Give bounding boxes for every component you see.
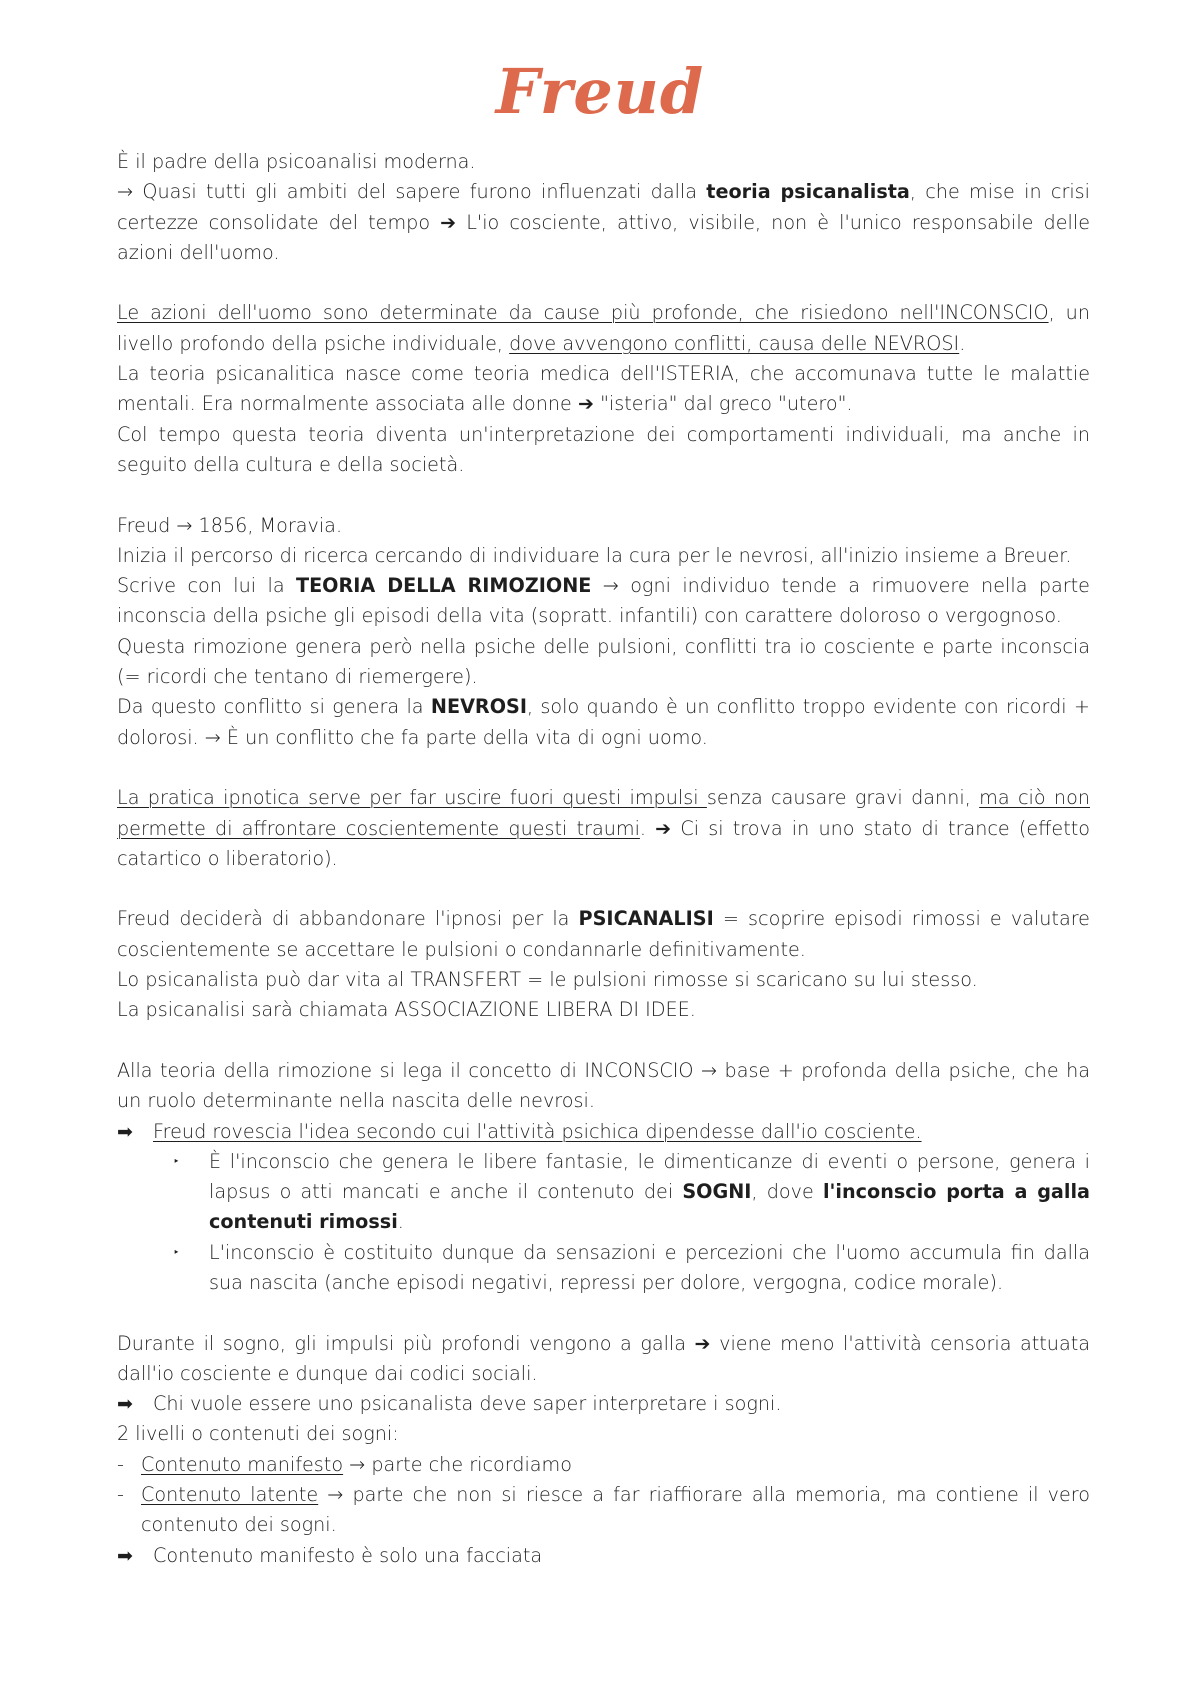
dash-marker: - xyxy=(117,1452,124,1476)
intro-line: È il padre della psicoanalisi moderna. xyxy=(117,150,476,173)
page-title: Freud xyxy=(495,55,705,128)
dash-list-item xyxy=(117,1450,1090,1480)
livelli-line: 2 livelli o contenuti dei sogni: xyxy=(117,1422,399,1446)
nevrosi-paragraph xyxy=(117,692,1090,753)
text-run: . xyxy=(397,1210,404,1234)
text-run: Freud deciderà di abbandonare l'ipnosi per la xyxy=(117,907,579,931)
bold-term: NEVROSI xyxy=(430,695,527,719)
isteria-paragraph: La teoria psicanalitica nasce come teoria medica dell'ISTERIA, che accomunava tutte le malattie mentali. Era normalmente associata alle donne ➔ "isteria" dal greco "utero". xyxy=(117,362,1090,416)
sub-bullet-item xyxy=(117,1238,1090,1299)
text-run: L'inconscio è costituito dunque da sensazioni e percezioni che l'uomo accumula fin dalla sua nascita (anche episodi negativi, repressi per dolore, vergogna, codice morale). xyxy=(209,1240,1090,1294)
text-run: . xyxy=(959,331,966,355)
sogno-paragraph: Durante il sogno, gli impulsi più profondi vengono a galla ➔ viene meno l'attività censoria attuata dall'io cosciente e dunque dai codici sociali. xyxy=(117,1331,1090,1385)
intro-paragraph xyxy=(117,177,1090,268)
text-run: , solo quando è un conflitto troppo evidente con ricordi + dolorosi. → È un conflitto che fa parte della vita di ogni uomo. xyxy=(117,695,1090,749)
text-run: = scoprire episodi rimossi e valutare coscientemente se accettare le pulsioni o condannarle definitivamente. xyxy=(117,907,1090,961)
underlined-text: Freud rovescia l'idea secondo cui l'attività psichica dipendesse dall'io cosciente. xyxy=(153,1119,922,1143)
arrow-item xyxy=(117,1389,1090,1419)
sub-bullet-item xyxy=(117,1147,1090,1238)
text-run: Da questo conflitto si genera la xyxy=(117,695,431,719)
bold-term: SOGNI xyxy=(682,1180,752,1204)
arrow-item xyxy=(117,1541,1090,1571)
underlined-text: ma ciò non permette di affrontare coscientemente questi traumi xyxy=(117,786,1090,840)
underlined-text: Le azioni dell'uomo sono determinate da cause più profonde, che risiedono nell'INCONSCIO xyxy=(117,301,1049,325)
underlined-text: dove avvengono conflitti, causa delle NEVROSI xyxy=(509,331,960,355)
right-arrow-icon: ➡ xyxy=(117,1543,134,1567)
underlined-text: Contenuto manifesto xyxy=(141,1452,344,1476)
right-arrow-icon: ➡ xyxy=(117,1392,134,1416)
psicanalisi-paragraph xyxy=(117,904,1090,965)
text-run: → parte che ricordiamo xyxy=(343,1452,572,1476)
text-run: , un livello profondo della psiche individuale, xyxy=(117,301,1091,355)
inconscio-concept-paragraph: Alla teoria della rimozione si lega il concetto di INCONSCIO → base + profonda della psiche, che ha un ruolo determinante nella nascita delle nevrosi. xyxy=(117,1058,1090,1113)
rimozione-paragraph xyxy=(117,571,1090,632)
text-run: È l'inconscio che genera le libere fantasie, le dimenticanze di eventi o persone, genera i lapsus o atti mancati e anche il contenuto dei xyxy=(209,1149,1090,1204)
dash-list-item xyxy=(117,1480,1090,1541)
right-arrow-icon: ➡ xyxy=(117,1119,134,1143)
transfert-line: Lo psicanalista può dar vita al TRANSFERT = le pulsioni rimosse si scaricano su lui stesso. xyxy=(117,968,978,992)
text-run: → parte che non si riesce a far riaffiorare alla memoria, ma contiene il vero contenuto dei sogni. xyxy=(141,1483,1090,1537)
interpretation-paragraph: Col tempo questa teoria diventa un'interpretazione dei comportamenti individuali, ma anche in seguito della cultura e della società. xyxy=(117,422,1090,476)
triangle-bullet-icon: ‣ xyxy=(173,1245,180,1259)
pulsioni-paragraph: Questa rimozione genera però nella psiche delle pulsioni, conflitti tra io cosciente e parte inconscia (= ricordi che tentano di riemergere). xyxy=(117,634,1090,689)
text-run: → Quasi tutti gli ambiti del sapere furono influenzati dalla xyxy=(117,180,707,204)
associazione-line: La psicanalisi sarà chiamata ASSOCIAZIONE LIBERA DI IDEE. xyxy=(117,998,696,1022)
text-run: Scrive con lui la xyxy=(117,574,296,598)
bold-term: PSICANALISI xyxy=(578,907,714,931)
text-run: Chi vuole essere uno psicanalista deve saper interpretare i sogni. xyxy=(153,1392,782,1416)
dash-marker: - xyxy=(117,1483,124,1507)
text-run: . ➔ Ci si trova in uno stato di trance (effetto catartico o liberatorio). xyxy=(117,816,1090,870)
triangle-bullet-icon: ‣ xyxy=(173,1154,180,1168)
text-run: → ogni individuo tende a rimuovere nella parte inconscia della psiche gli episodi della vita (sopratt. infantili) con carattere doloroso o vergognoso. xyxy=(117,574,1090,628)
bold-term: l'inconscio porta a galla contenuti rimossi xyxy=(209,1180,1090,1234)
bold-term: TEORIA DELLA RIMOZIONE xyxy=(295,574,592,598)
text-run: , dove xyxy=(751,1180,823,1204)
bold-term: teoria psicanalista xyxy=(706,180,910,204)
text-run: Contenuto manifesto è solo una facciata xyxy=(153,1543,543,1567)
document-body xyxy=(117,147,1090,1571)
ipnosi-paragraph xyxy=(117,783,1090,874)
underlined-text: La pratica ipnotica serve per far uscire fuori questi impulsi xyxy=(117,786,707,810)
inconscio-paragraph xyxy=(117,298,1090,359)
birth-line: Freud → 1856, Moravia. xyxy=(117,513,343,537)
underlined-text: Contenuto latente xyxy=(141,1483,319,1507)
text-run: , che mise in crisi certezze consolidate del tempo ➔ L'io cosciente, attivo, visibile, non è l'unico responsabile delle azioni dell'uomo. xyxy=(117,180,1090,264)
research-line: Inizia il percorso di ricerca cercando di individuare la cura per le nevrosi, all'inizio insieme a Breuer. xyxy=(117,543,1072,567)
text-run: senza causare gravi danni, xyxy=(706,786,980,810)
arrow-item xyxy=(117,1117,1090,1147)
